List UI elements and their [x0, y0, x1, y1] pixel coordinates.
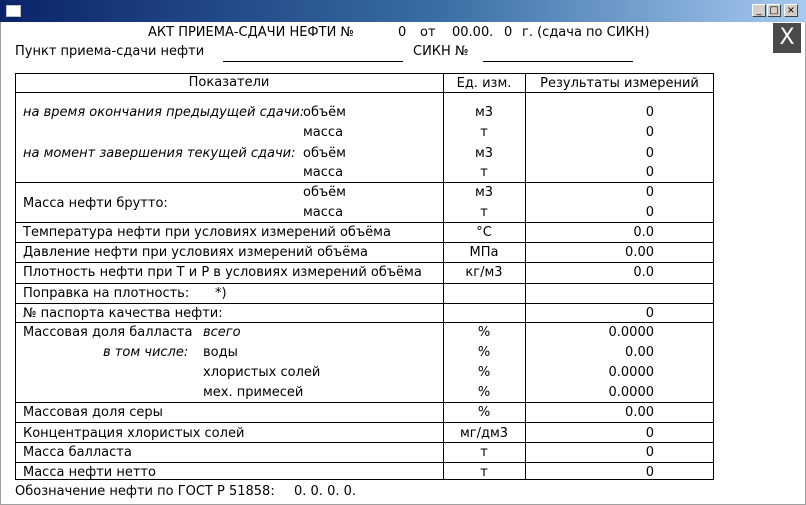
ballast-total-label: Массовая доля балласта	[23, 325, 193, 340]
prev-mass-label: масса	[303, 125, 344, 140]
maximize-button[interactable]: □	[767, 4, 781, 17]
curr-mass-unit: т	[480, 165, 488, 180]
sulfur-value[interactable]: 0.00	[625, 405, 654, 420]
ballast-chlorides-value[interactable]: 0.0000	[608, 365, 654, 380]
act-number[interactable]: 0	[398, 25, 407, 40]
passport-value[interactable]: 0	[645, 306, 654, 321]
prev-volume-unit: м3	[474, 105, 494, 120]
gross-volume-label: объём	[303, 185, 346, 200]
density-label: Плотность нефти при Т и Р в условиях измерений объёма	[23, 265, 422, 280]
header-unit: Ед. изм.	[456, 76, 512, 91]
pressure-value[interactable]: 0.00	[625, 245, 654, 260]
curr-volume-unit: м3	[474, 146, 494, 161]
row-divider	[15, 422, 714, 423]
sikn-field[interactable]	[483, 61, 633, 62]
ballast-impurities-label: мех. примесей	[203, 385, 304, 400]
minimize-button[interactable]: _	[752, 4, 766, 17]
row-divider	[15, 462, 714, 463]
chloride-conc-value[interactable]: 0	[645, 426, 654, 441]
ballast-total-unit: %	[477, 325, 491, 340]
window-icon[interactable]	[6, 5, 21, 17]
sulfur-unit: %	[477, 405, 491, 420]
gross-volume-value[interactable]: 0	[645, 185, 654, 200]
temperature-value[interactable]: 0.0	[633, 225, 654, 240]
ballast-mass-label: Масса балласта	[23, 445, 132, 460]
ballast-water-value[interactable]: 0.00	[625, 345, 654, 360]
sulfur-label: Массовая доля серы	[23, 405, 163, 420]
row-divider	[15, 222, 714, 223]
density-correction-label: Поправка на плотность:	[23, 286, 190, 301]
curr-mass-label: масса	[303, 165, 344, 180]
row-divider	[15, 242, 714, 243]
density-value[interactable]: 0.0	[633, 265, 654, 280]
prev-volume-label: объём	[303, 105, 346, 120]
close-button[interactable]: X	[773, 23, 801, 53]
row-divider	[15, 442, 714, 443]
temperature-unit: °C	[476, 225, 492, 240]
curr-mass-value[interactable]: 0	[645, 165, 654, 180]
gost-label: Обозначение нефти по ГОСТ Р 51858:	[15, 484, 275, 499]
ballast-impurities-value[interactable]: 0.0000	[608, 385, 654, 400]
ballast-water-label: воды	[203, 345, 238, 360]
net-mass-value[interactable]: 0	[645, 465, 654, 480]
temperature-label: Температура нефти при условиях измерений объёма	[23, 225, 391, 240]
ballast-chlorides-unit: %	[477, 365, 491, 380]
prev-volume-value[interactable]: 0	[645, 105, 654, 120]
row-divider	[15, 402, 714, 403]
header-results: Результаты измерений	[540, 76, 699, 91]
prev-delivery-label: на время окончания предыдущей сдачи:	[23, 105, 305, 120]
row-divider	[15, 92, 714, 93]
date-separator: .	[489, 25, 494, 40]
header-indicators: Показатели	[188, 75, 270, 90]
row-divider	[15, 182, 714, 183]
gross-mass-label: Масса нефти брутто:	[23, 196, 168, 211]
sikn-label: СИКН №	[413, 44, 469, 59]
prev-mass-unit: т	[480, 125, 488, 140]
gross-mass-value[interactable]: 0	[645, 205, 654, 220]
year-suffix: г. (сдача по СИКН)	[522, 25, 650, 40]
document-title: АКТ ПРИЕМА-СДАЧИ НЕФТИ №	[148, 25, 354, 40]
pressure-label: Давление нефти при условиях измерений объёма	[23, 245, 369, 260]
gross-mass-unit: т	[480, 205, 488, 220]
pressure-unit: МПа	[469, 245, 499, 260]
passport-label: № паспорта качества нефти:	[23, 306, 223, 321]
ballast-impurities-unit: %	[477, 385, 491, 400]
gost-value[interactable]: 0. 0. 0. 0.	[294, 484, 357, 499]
date-day-month[interactable]: 00.00	[452, 25, 490, 40]
curr-delivery-label: на момент завершения текущей сдачи:	[23, 146, 296, 161]
ballast-including-label: в том числе:	[103, 345, 189, 360]
density-unit: кг/м3	[465, 265, 503, 280]
net-mass-unit: т	[480, 465, 488, 480]
ballast-total-value[interactable]: 0.0000	[608, 325, 654, 340]
gross-mass-sub-label: масса	[303, 205, 344, 220]
prev-mass-value[interactable]: 0	[645, 125, 654, 140]
date-year[interactable]: 0	[504, 25, 513, 40]
row-divider	[15, 262, 714, 263]
row-divider	[15, 322, 714, 323]
gross-volume-unit: м3	[474, 185, 494, 200]
ballast-mass-unit: т	[480, 445, 488, 460]
ballast-mass-value[interactable]: 0	[645, 445, 654, 460]
row-divider	[15, 303, 714, 304]
chloride-conc-unit: мг/дм3	[459, 426, 509, 441]
density-correction-note: *)	[215, 286, 227, 301]
ballast-total-italic: всего	[203, 325, 241, 340]
net-mass-label: Масса нефти нетто	[23, 465, 156, 480]
point-field[interactable]	[223, 61, 403, 62]
ballast-chlorides-label: хлористых солей	[203, 365, 321, 380]
chloride-conc-label: Концентрация хлористых солей	[23, 426, 245, 441]
date-from-label: от	[420, 25, 436, 40]
point-label: Пункт приема-сдачи нефти	[15, 44, 205, 59]
row-divider	[15, 283, 714, 284]
curr-volume-label: объём	[303, 146, 346, 161]
curr-volume-value[interactable]: 0	[645, 146, 654, 161]
title-bar	[0, 0, 806, 22]
ballast-water-unit: %	[477, 345, 491, 360]
window-close-button[interactable]: ×	[784, 4, 798, 17]
